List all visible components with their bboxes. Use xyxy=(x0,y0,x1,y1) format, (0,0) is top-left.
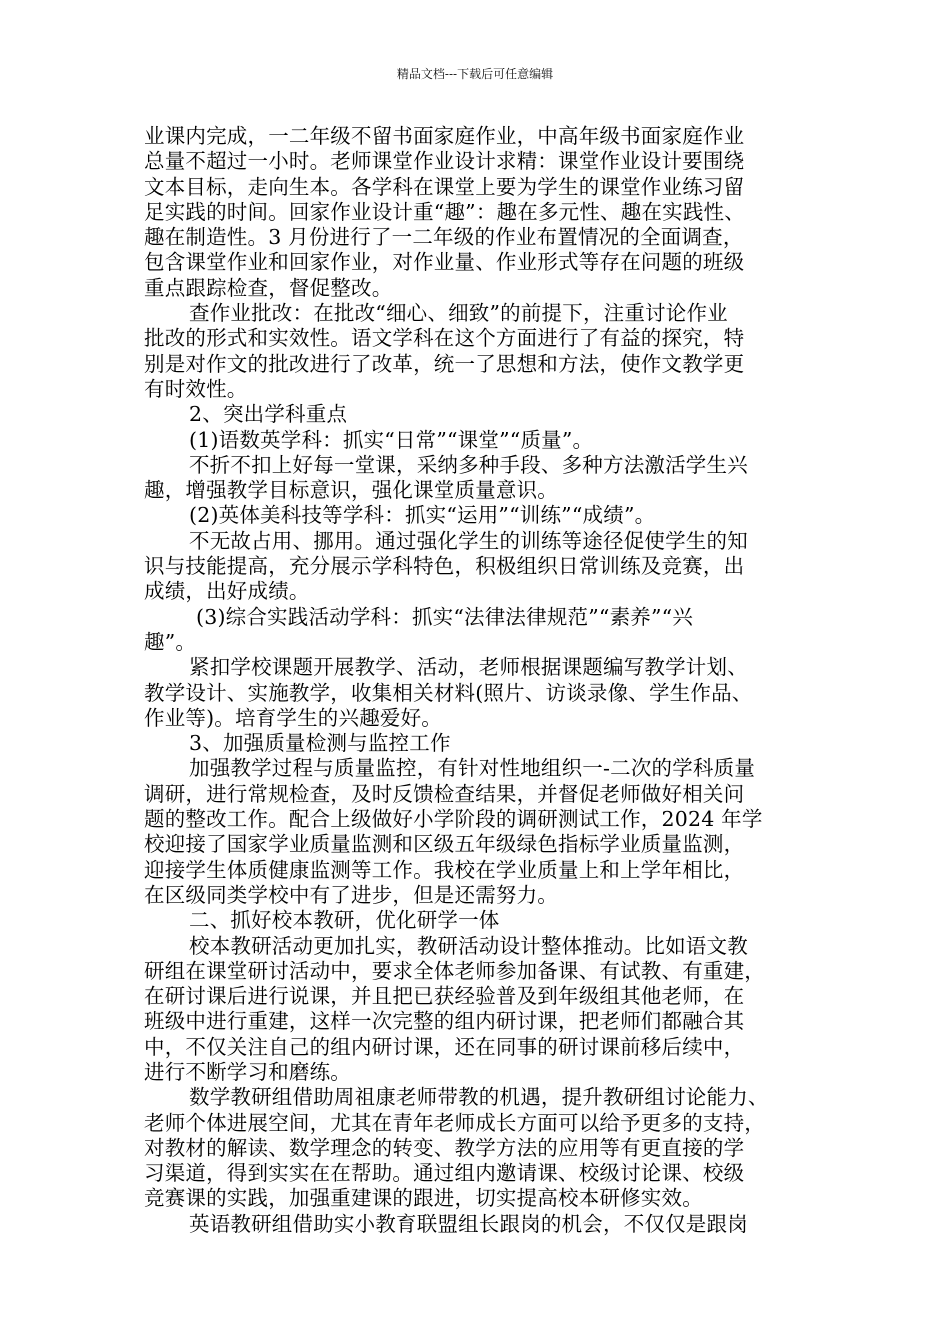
text-line: 趣”。 xyxy=(144,629,197,654)
text-line: 数学教研组借助周祖康老师带教的机遇，提升教研组讨论能力、 xyxy=(189,1085,769,1110)
text-line: 老师个体进展空间，尤其在青年老师成长方面可以给予更多的支持， xyxy=(144,1110,765,1135)
text-line: 趣，增强教学目标意识，强化课堂质量意识。 xyxy=(144,478,558,503)
text-line: (1)语数英学科：抓实“日常”“课堂”“质量”。 xyxy=(189,427,594,452)
text-line: 校迎接了国家学业质量监测和区级五年级绿色指标学业质量监测， xyxy=(144,832,745,857)
text-line: 研组在课堂研讨活动中，要求全体老师参加备课、有试教、有重建， xyxy=(144,958,765,983)
text-line: (2)英体美科技等学科：抓实“运用”“训练”“成绩”。 xyxy=(189,503,656,528)
text-line: 别是对作文的批改进行了改革，统一了思想和方法，使作文教学更 xyxy=(144,351,745,376)
document-body xyxy=(144,124,814,1237)
text-line: 足实践的时间。回家作业设计重“趣”：趣在多元性、趣在实践性、 xyxy=(144,199,745,224)
text-line: 迎接学生体质健康监测等工作。我校在学业质量上和上学年相比， xyxy=(144,857,745,882)
text-line: 在研讨课后进行说课，并且把已获经验普及到年级组其他老师，在 xyxy=(144,984,745,1009)
text-line: 文本目标，走向生本。各学科在课堂上要为学生的课堂作业练习留 xyxy=(144,174,745,199)
text-line: 校本教研活动更加扎实，教研活动设计整体推动。比如语文教 xyxy=(189,933,748,958)
text-line: 作业等)。培育学生的兴趣爱好。 xyxy=(144,705,442,730)
text-line: 有时效性。 xyxy=(144,376,248,401)
text-line: 教学设计、实施教学，收集相关材料(照片、访谈录像、学生作品、 xyxy=(144,680,753,705)
text-line: 调研，进行常规检查，及时反馈检查结果，并督促老师做好相关问 xyxy=(144,781,745,806)
text-line: (3)综合实践活动学科：抓实“法律法律规范”“素养”“兴 xyxy=(196,604,694,629)
text-line: 题的整改工作。配合上级做好小学阶段的调研测试工作，2024 年学 xyxy=(144,807,763,832)
text-line: 进行不断学习和磨练。 xyxy=(144,1059,351,1084)
text-line: 趣在制造性。3 月份进行了一二年级的作业布置情况的全面调查， xyxy=(144,225,744,250)
text-line: 中，不仅关注自己的组内研讨课，还在同事的研讨课前移后续中， xyxy=(144,1034,745,1059)
text-line: 2、突出学科重点 xyxy=(189,402,348,427)
text-line: 在区级同类学校中有了进步，但是还需努力。 xyxy=(144,882,558,907)
text-line: 3、加强质量检测与监控工作 xyxy=(189,731,451,756)
text-line: 批改的形式和实效性。语文学科在这个方面进行了有益的探究，特 xyxy=(144,326,745,351)
text-line: 包含课堂作业和回家作业，对作业量、作业形式等存在问题的班级 xyxy=(144,250,745,275)
text-line: 加强教学过程与质量监控，有针对性地组织一-二次的学科质量 xyxy=(189,756,756,781)
text-line: 二、抓好校本教研，优化研学一体 xyxy=(189,908,500,933)
text-line: 不无故占用、挪用。通过强化学生的训练等途径促使学生的知 xyxy=(189,528,748,553)
text-line: 总量不超过一小时。老师课堂作业设计求精：课堂作业设计要围绕 xyxy=(144,149,745,174)
text-line: 成绩，出好成绩。 xyxy=(144,579,310,604)
text-line: 英语教研组借助实小教育联盟组长跟岗的机会，不仅仅是跟岗 xyxy=(189,1211,748,1236)
text-line: 紧扣学校课题开展教学、活动，老师根据课题编写教学计划、 xyxy=(189,655,748,680)
text-line: 对教材的解读、数学理念的转变、教学方法的应用等有更直接的学 xyxy=(144,1135,745,1160)
text-line: 竞赛课的实践，加强重建课的跟进，切实提高校本研修实效。 xyxy=(144,1186,703,1211)
text-line: 班级中进行重建，这样一次完整的组内研讨课，把老师们都融合其 xyxy=(144,1009,745,1034)
text-line: 业课内完成，一二年级不留书面家庭作业，中高年级书面家庭作业 xyxy=(144,124,745,148)
text-line: 不折不扣上好每一堂课，采纳多种手段、多种方法激活学生兴 xyxy=(189,452,748,477)
text-line: 查作业批改：在批改“细心、细致”的前提下，注重讨论作业 xyxy=(189,301,728,326)
page-header: 精品文档---下载后可任意编辑 xyxy=(396,67,554,81)
text-line: 习渠道，得到实实在在帮助。通过组内邀请课、校级讨论课、校级 xyxy=(144,1161,745,1186)
text-line: 识与技能提高，充分展示学科特色，积极组织日常训练及竞赛，出 xyxy=(144,554,745,579)
text-line: 重点跟踪检查，督促整改。 xyxy=(144,275,393,300)
